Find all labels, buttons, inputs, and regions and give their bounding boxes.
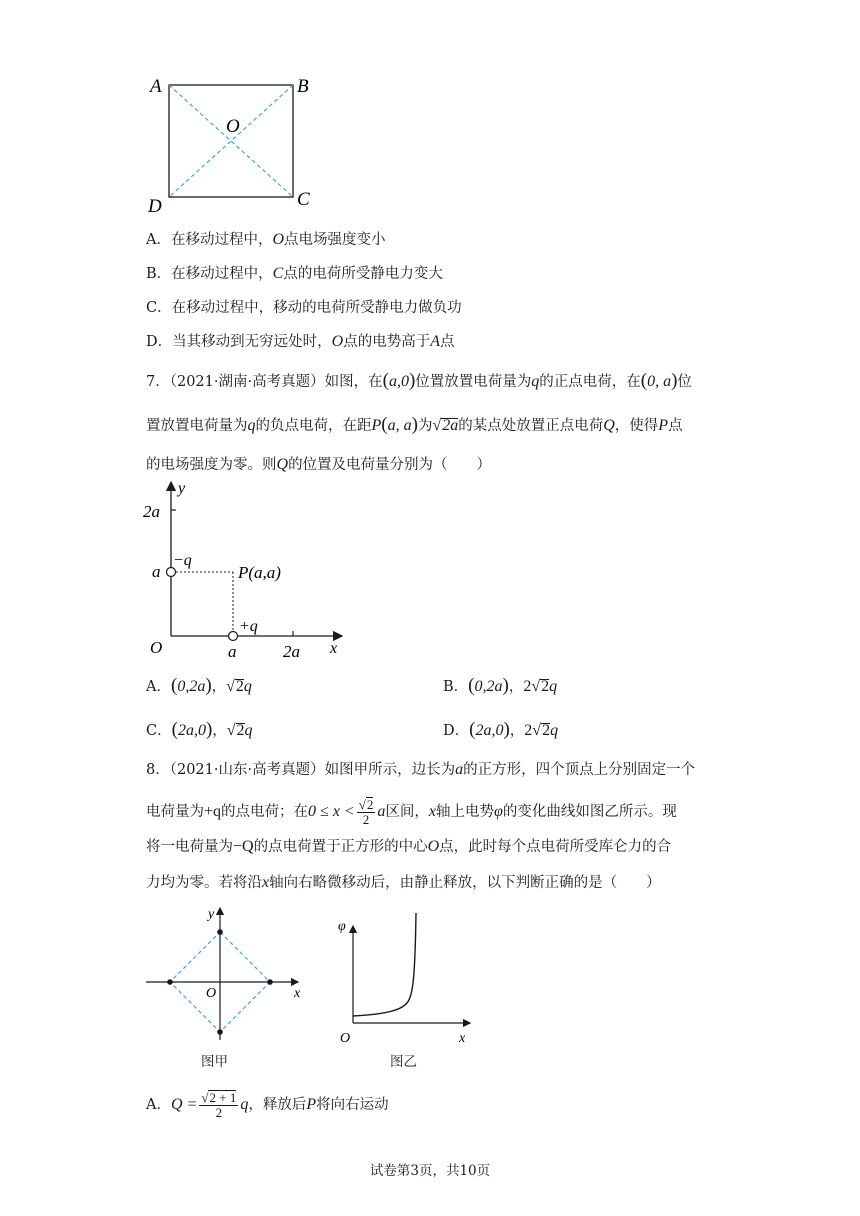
q6-option-a: A．在移动过程中，O点电场强度变小 <box>146 231 386 248</box>
q7-option-a: A．(0,2a)，√2q <box>146 675 252 696</box>
figure-jia-caption: 图甲 <box>201 1054 228 1070</box>
q6-option-c: C．在移动过程中，移动的电荷所受静电力做负功 <box>146 300 462 316</box>
yi-potential-curve <box>353 913 416 1016</box>
figure-yi-caption: 图乙 <box>390 1054 417 1070</box>
q8-line-3: 将一电荷量为−Q的点电荷置于正方形的中心O点，此时每个点电荷所受库仑力的合 <box>146 838 672 855</box>
positive-charge-marker <box>229 632 238 641</box>
jia-origin-label: O <box>206 986 217 1001</box>
q8-line-4: 力均为零。若将沿x轴向右略微移动后，由静止释放，以下判断正确的是（ ） <box>146 874 661 891</box>
positive-charge-label: +q <box>239 618 258 635</box>
q6-option-d: D．当其移动到无穷远处时，O点的电势高于A点 <box>146 333 455 350</box>
square-diagram <box>140 72 330 222</box>
negative-charge-label: −q <box>173 552 192 569</box>
q8-line-2: 电荷量为+q的点电荷；在0 ≤ x < $\frac{√2}{2}$ a区间，x轴上电势φ的变化曲线如图乙所示。现 <box>146 797 677 827</box>
tick-label-2a-y: 2a <box>143 502 160 521</box>
y-axis-label: y <box>178 480 186 497</box>
q7-option-c: C．(2a,0)，√2q <box>146 719 253 740</box>
label-c: C <box>297 189 310 210</box>
q7-option-d: D．(2a,0)，2√2q <box>443 719 559 740</box>
jia-y-label: y <box>208 907 215 922</box>
tick-label-2a-x: 2a <box>283 642 300 661</box>
yi-phi-label: φ <box>338 919 346 934</box>
label-o: O <box>226 116 240 137</box>
label-a: A <box>150 76 162 97</box>
label-b: B <box>297 76 309 97</box>
tick-label-a-y: a <box>152 562 161 581</box>
q8-option-a: A．Q = $\frac{√2 + 1}{2}$ q，释放后P将向右运动 <box>146 1090 389 1120</box>
tick-label-a-x: a <box>228 642 237 661</box>
figure-jia <box>140 902 310 1047</box>
q6-option-b: B．在移动过程中，C点的电荷所受静电力变大 <box>146 265 443 282</box>
jia-charge-top <box>217 929 223 935</box>
x-axis-label: x <box>330 640 338 657</box>
page-footer: 试卷第3页，共10页 <box>369 1163 491 1179</box>
jia-charge-right <box>267 979 273 985</box>
label-d: D <box>148 196 162 217</box>
jia-charge-bottom <box>217 1029 223 1035</box>
figure-yi <box>330 908 480 1048</box>
yi-x-label: x <box>459 1031 466 1046</box>
point-p-label: P(a,a) <box>238 563 281 582</box>
coordinate-diagram <box>140 476 360 661</box>
jia-charge-left <box>167 979 173 985</box>
origin-label: O <box>150 638 163 657</box>
jia-x-label: x <box>294 986 301 1001</box>
q8-line-1: 8．（2021·山东·高考真题）如图甲所示，边长为a的正方形，四个顶点上分别固定一个 <box>146 761 696 778</box>
q7-line-3: 的电场强度为零。则Q的位置及电荷量分别为（ ） <box>146 456 492 473</box>
q7-line-2: 置放置电荷量为q的负点电荷，在距P(a, a)为√2a的某点处放置正点电荷Q，使得P点 <box>146 414 683 435</box>
yi-origin-label: O <box>340 1031 351 1046</box>
q7-option-b: B．(0,2a)，2√2q <box>443 675 558 696</box>
q7-line-1: 7．（2021·湖南·高考真题）如图，在(a,0)位置放置电荷量为q的正点电荷，在(0, a)位 <box>146 370 692 391</box>
